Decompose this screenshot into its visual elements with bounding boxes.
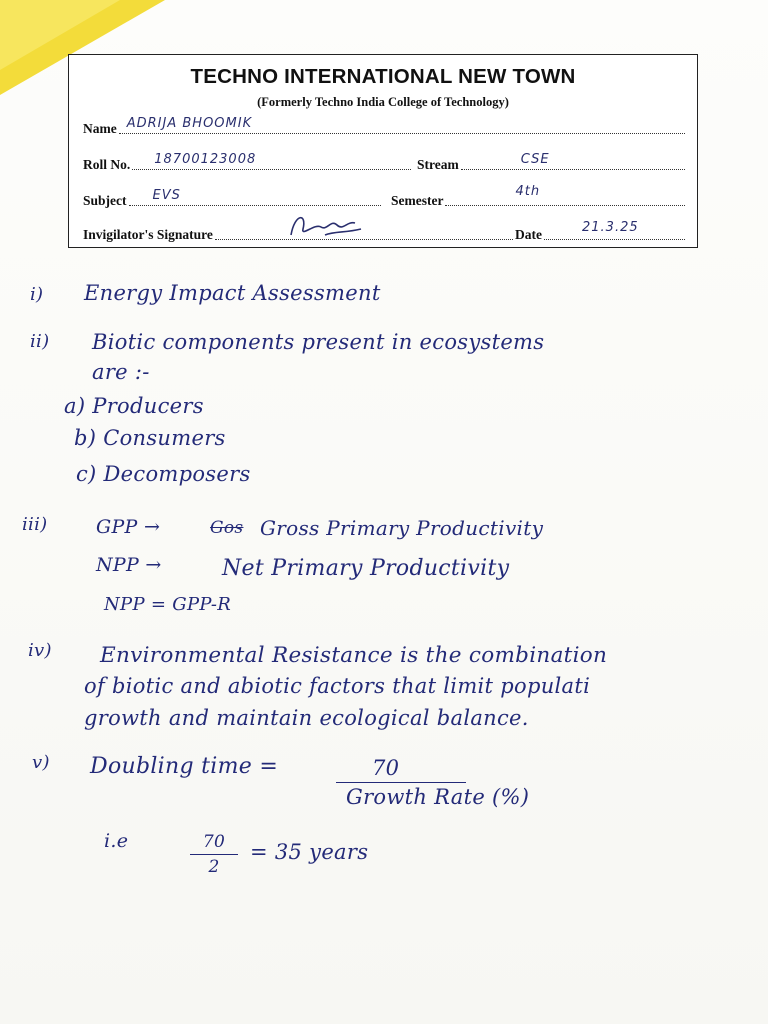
- subject-value: EVS: [152, 188, 181, 203]
- example-fraction: [190, 832, 238, 877]
- invigilator-label: Invigilator's Signature: [83, 227, 213, 242]
- roll-label: Roll No.: [83, 157, 131, 172]
- date-dots: [544, 220, 685, 240]
- example-numerator: 70: [202, 832, 226, 852]
- answer-3-npp-label: NPP →: [96, 554, 162, 576]
- answer-5-number: v): [32, 752, 50, 773]
- answer-5-label: Doubling time =: [90, 754, 279, 779]
- answer-3-formula: NPP = GPP-R: [104, 594, 232, 615]
- name-label: Name: [83, 121, 117, 136]
- roll-dots: [132, 152, 411, 170]
- example-bar: [190, 854, 238, 855]
- answer-1-text: Energy Impact Assessment: [84, 281, 381, 305]
- invigilator-dots: [215, 227, 513, 240]
- semester-field: [391, 184, 687, 209]
- answer-3-number: iii): [22, 514, 48, 535]
- answer-3-npp: Net Primary Productivity: [222, 556, 510, 581]
- answer-4-number: iv): [28, 640, 52, 661]
- answer-2-text: Biotic components present in ecosystems: [92, 330, 545, 354]
- date-field: [515, 220, 687, 243]
- stream-dots: [461, 152, 685, 170]
- fraction-numerator: 70: [372, 756, 400, 780]
- answer-3-gpp: Gross Primary Productivity: [260, 516, 544, 540]
- answer-4-line-1: Environmental Resistance is the combination: [100, 643, 608, 668]
- subject-dots: [129, 188, 382, 206]
- answer-5-result: = 35 years: [250, 840, 369, 864]
- signature-scribble: [285, 209, 365, 241]
- answer-3-gpp-label: GPP →: [96, 516, 161, 538]
- roll-value: 18700123008: [154, 152, 257, 167]
- semester-label: Semester: [391, 193, 444, 208]
- date-label: Date: [515, 227, 542, 242]
- subject-label: Subject: [83, 193, 127, 208]
- name-dots: [119, 116, 685, 134]
- semester-value: 4th: [515, 184, 541, 199]
- answer-5-ie: i.e: [104, 830, 129, 852]
- answer-2-item-c: c) Decomposers: [76, 462, 251, 486]
- stream-field: [417, 152, 687, 173]
- fraction-bar: [336, 782, 466, 783]
- college-subtitle: (Formerly Techno India College of Technology): [257, 95, 509, 109]
- header-box: [68, 54, 698, 248]
- doubling-time-fraction: [336, 756, 574, 809]
- semester-dots: [445, 184, 685, 206]
- fraction-denominator: Growth Rate (%): [346, 785, 530, 809]
- answer-3-strikeout: Gos: [210, 518, 244, 538]
- answer-4-line-3: growth and maintain ecological balance.: [84, 706, 529, 730]
- example-denominator: 2: [208, 857, 220, 877]
- answer-2-number: ii): [30, 331, 50, 352]
- answer-2-item-a: a) Producers: [64, 394, 204, 418]
- name-field: [83, 116, 687, 137]
- invigilator-field: [83, 227, 515, 243]
- answer-1-number: i): [30, 284, 44, 305]
- subject-field: [83, 188, 383, 209]
- stream-label: Stream: [417, 157, 459, 172]
- name-value: ADRIJA BHOOMIK: [126, 116, 253, 131]
- answer-4-line-2: of biotic and abiotic factors that limit populati: [84, 674, 591, 698]
- answer-2-text2: are :-: [92, 360, 150, 384]
- college-title: TECHNO INTERNATIONAL NEW TOWN: [190, 65, 576, 88]
- stream-value: CSE: [520, 152, 550, 167]
- roll-field: [83, 152, 413, 173]
- date-value: 21.3.25: [582, 220, 639, 235]
- answer-2-item-b: b) Consumers: [74, 426, 226, 450]
